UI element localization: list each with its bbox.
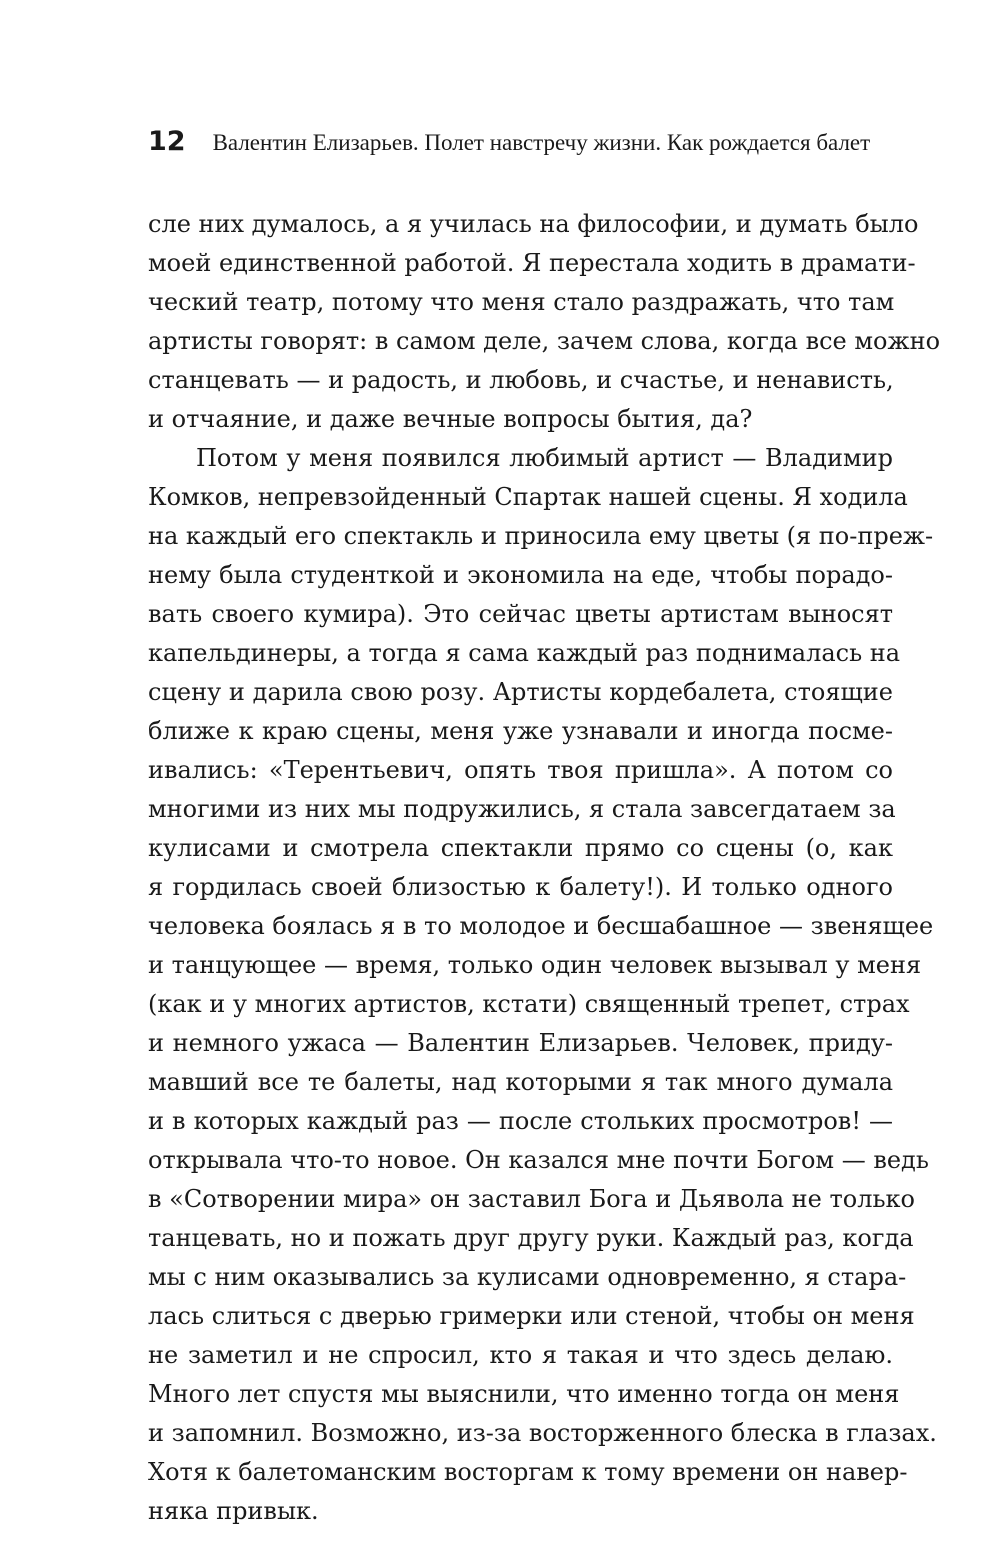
body-text (148, 205, 941, 1531)
text-line: нему была студенткой и экономила на еде, чтобы порадо- (148, 561, 893, 589)
text-line: ческий театр, потому что меня стало раздражать, что там (148, 288, 895, 316)
text-line: сле них думалось, а я училась на философии, и думать было (148, 210, 919, 238)
text-line: в «Сотворении мира» он заставил Бога и Дьявола не только (148, 1185, 915, 1213)
text-line: и танцующее — время, только один человек вызывал у меня (148, 951, 922, 979)
text-line: я гордилась своей близостью к балету!). И только одного (148, 873, 893, 901)
text-line: и немного ужаса — Валентин Елизарьев. Человек, приду- (148, 1029, 893, 1057)
running-header-title: Валентин Елизарьев. Полет навстречу жизни. Как рождается балет (212, 130, 871, 155)
text-line: артисты говорят: в самом деле, зачем слова, когда все можно (148, 327, 941, 355)
text-line: и в которых каждый раз — после стольких просмотров! — (148, 1107, 893, 1135)
text-line: станцевать — и радость, и любовь, и счастье, и ненависть, (148, 366, 894, 394)
text-line: кулисами и смотрела спектакли прямо со сцены (о, как (148, 834, 893, 862)
page-number: 12 (148, 126, 186, 157)
text-line: мы с ним оказывались за кулисами одновременно, я стара- (148, 1263, 907, 1291)
text-line: ивались: «Терентьевич, опять твоя пришла». А потом со (148, 756, 893, 784)
running-header (148, 126, 893, 166)
text-line: Хотя к балетоманским восторгам к тому времени он навер- (148, 1458, 908, 1486)
text-line: человека боялась я в то молодое и бесшабашное — звенящее (148, 912, 934, 940)
text-line: капельдинеры, а тогда я сама каждый раз поднималась на (148, 639, 901, 667)
text-line: (как и у многих артистов, кстати) священный трепет, страх (148, 990, 910, 1018)
text-line: и запомнил. Возможно, из-за восторженного блеска в глазах. (148, 1419, 937, 1447)
text-line: танцевать, но и пожать друг другу руки. Каждый раз, когда (148, 1224, 914, 1252)
text-line: открывала что-то новое. Он казался мне почти Богом — ведь (148, 1146, 929, 1174)
text-line: вать своего кумира). Это сейчас цветы артистам выносят (148, 600, 893, 628)
text-line: мавший все те балеты, над которыми я так много думала (148, 1068, 893, 1096)
text-line: и отчаяние, и даже вечные вопросы бытия, да? (148, 405, 753, 433)
text-line: моей единственной работой. Я перестала ходить в драмати- (148, 249, 916, 277)
text-line: Много лет спустя мы выяснили, что именно тогда он меня (148, 1380, 900, 1408)
text-line: Комков, непревзойденный Спартак нашей сцены. Я ходила (148, 483, 908, 511)
text-line: някa привык. (148, 1497, 319, 1525)
text-line: не заметил и не спросил, кто я такая и что здесь делаю. (148, 1341, 893, 1369)
text-line: ближе к краю сцены, меня уже узнавали и иногда посме- (148, 717, 893, 745)
text-line: Потом у меня появился любимый артист — Владимир (196, 444, 893, 472)
text-line: сцену и дарила свою розу. Артисты кордебалета, стоящие (148, 678, 893, 706)
text-line: многими из них мы подружились, я стала завсегдатаем за (148, 795, 896, 823)
text-line: на каждый его спектакль и приносила ему цветы (я по-преж- (148, 522, 934, 550)
text-line: лась слиться с дверью гримерки или стеной, чтобы он меня (148, 1302, 915, 1330)
